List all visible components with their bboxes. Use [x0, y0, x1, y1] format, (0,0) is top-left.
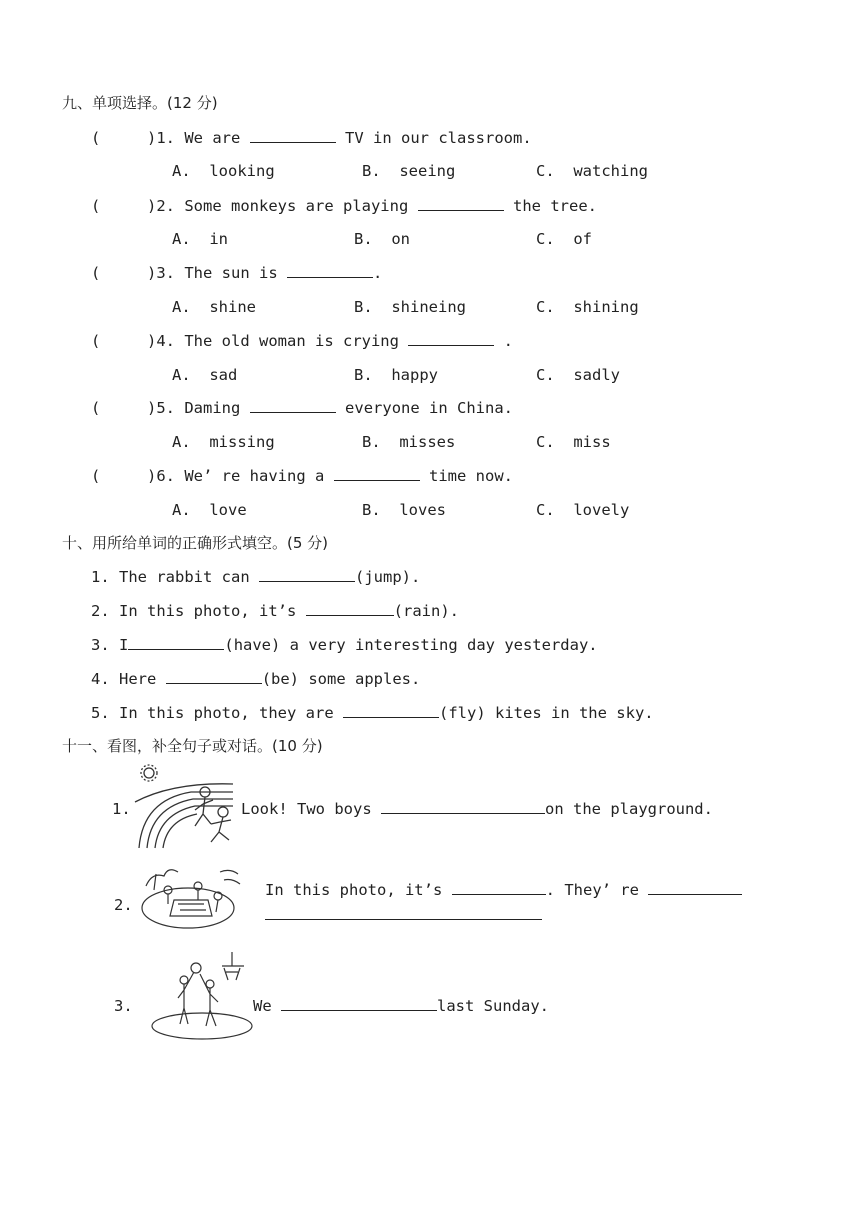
- answer-blank[interactable]: [343, 703, 439, 718]
- question-1: [91, 128, 532, 148]
- item-number: 4.: [91, 670, 110, 688]
- question-6: [91, 466, 513, 486]
- item-text: on the playground.: [545, 800, 713, 818]
- item-number: 2.: [91, 602, 110, 620]
- question-number: 6.: [156, 467, 175, 485]
- answer-blank[interactable]: [306, 601, 394, 616]
- answer-paren: ( ): [91, 467, 157, 485]
- question-number: 1.: [156, 129, 175, 147]
- question-number: 2.: [156, 197, 175, 215]
- question-4: [91, 331, 513, 351]
- question-text: The old woman is crying: [184, 332, 399, 350]
- item-number: 3.: [91, 636, 110, 654]
- option-c[interactable]: C. of: [536, 230, 592, 248]
- option-b[interactable]: B. loves: [362, 501, 446, 519]
- item-text: Look! Two boys: [241, 800, 372, 818]
- option-b[interactable]: B. happy: [354, 366, 438, 384]
- answer-blank[interactable]: [287, 263, 373, 278]
- answer-blank[interactable]: [408, 331, 494, 346]
- answer-blank[interactable]: [281, 996, 437, 1011]
- item-text: Here: [119, 670, 157, 688]
- answer-blank-continued[interactable]: [265, 905, 542, 920]
- question-text: Some monkeys are playing: [184, 197, 409, 215]
- answer-paren: ( ): [91, 197, 157, 215]
- item-text: last Sunday.: [437, 997, 549, 1015]
- item-text: I: [119, 636, 129, 654]
- picture-item-3: [253, 996, 549, 1016]
- question-3: [91, 263, 382, 283]
- picnic-picture: [138, 860, 244, 932]
- section-9-title: 九、单项选择。(12 分): [62, 94, 218, 112]
- option-a[interactable]: A. shine: [172, 298, 256, 316]
- question-text: .: [503, 332, 514, 350]
- question-2: [91, 196, 597, 216]
- question-number: 4.: [156, 332, 175, 350]
- option-a[interactable]: A. sad: [172, 366, 238, 384]
- picture-item-1: [241, 799, 713, 819]
- item-text: . They’ re: [545, 881, 639, 899]
- item-text: The rabbit can: [119, 568, 250, 586]
- question-text: TV in our classroom.: [345, 129, 532, 147]
- option-b[interactable]: B. misses: [362, 433, 456, 451]
- answer-blank[interactable]: [334, 466, 420, 481]
- fill-item-3: [91, 635, 598, 655]
- question-text: The sun is: [184, 264, 278, 282]
- question-5: [91, 398, 513, 418]
- item-text: In this photo, it’s: [119, 602, 297, 620]
- question-number: 5.: [156, 399, 175, 417]
- option-c[interactable]: C. lovely: [536, 501, 630, 519]
- running-boys-picture: [133, 762, 239, 850]
- option-a[interactable]: A. missing: [172, 433, 275, 451]
- question-text: everyone in China.: [345, 399, 514, 417]
- item-text: (jump).: [355, 568, 421, 586]
- answer-blank[interactable]: [418, 196, 504, 211]
- question-text: We’ re having a: [184, 467, 325, 485]
- answer-blank[interactable]: [452, 880, 546, 895]
- question-text: time now.: [429, 467, 514, 485]
- answer-blank[interactable]: [259, 567, 355, 582]
- option-b[interactable]: B. on: [354, 230, 410, 248]
- item-text: (be) some apples.: [261, 670, 421, 688]
- option-a[interactable]: A. in: [172, 230, 228, 248]
- answer-blank[interactable]: [128, 635, 224, 650]
- item-text: In this photo, it’s: [265, 881, 443, 899]
- answer-blank[interactable]: [381, 799, 545, 814]
- fill-item-1: [91, 567, 420, 587]
- answer-blank[interactable]: [166, 669, 262, 684]
- question-number: 3.: [156, 264, 175, 282]
- item-number: 5.: [91, 704, 110, 722]
- question-text: the tree.: [513, 197, 597, 215]
- item-number: 1.: [91, 568, 110, 586]
- question-text: .: [373, 264, 383, 282]
- basketball-picture: [150, 948, 256, 1042]
- option-c[interactable]: C. miss: [536, 433, 611, 451]
- item-text: (fly) kites in the sky.: [439, 704, 654, 722]
- answer-blank[interactable]: [250, 128, 336, 143]
- section-11-title: 十一、看图，补全句子或对话。(10 分): [62, 737, 323, 755]
- option-c[interactable]: C. shining: [536, 298, 639, 316]
- option-b[interactable]: B. shineing: [354, 298, 466, 316]
- item-number: 2.: [114, 896, 133, 914]
- item-number: 1.: [112, 800, 131, 818]
- answer-paren: ( ): [91, 129, 157, 147]
- answer-paren: ( ): [91, 332, 157, 350]
- answer-paren: ( ): [91, 399, 157, 417]
- answer-blank[interactable]: [250, 398, 336, 413]
- fill-item-5: [91, 703, 654, 723]
- option-c[interactable]: C. sadly: [536, 366, 620, 384]
- item-text: (rain).: [393, 602, 459, 620]
- fill-item-4: [91, 669, 420, 689]
- option-a[interactable]: A. looking: [172, 162, 275, 180]
- answer-paren: ( ): [91, 264, 157, 282]
- question-text: Daming: [184, 399, 241, 417]
- answer-blank[interactable]: [648, 880, 742, 895]
- item-number: 3.: [114, 997, 133, 1015]
- item-text: We: [253, 997, 272, 1015]
- option-a[interactable]: A. love: [172, 501, 247, 519]
- item-text: In this photo, they are: [119, 704, 334, 722]
- item-text: (have) a very interesting day yesterday.: [224, 636, 598, 654]
- question-text: We are: [184, 129, 241, 147]
- fill-item-2: [91, 601, 459, 621]
- section-10-title: 十、用所给单词的正确形式填空。(5 分): [62, 534, 329, 552]
- option-c[interactable]: C. watching: [536, 162, 648, 180]
- picture-item-2: [265, 880, 742, 900]
- option-b[interactable]: B. seeing: [362, 162, 456, 180]
